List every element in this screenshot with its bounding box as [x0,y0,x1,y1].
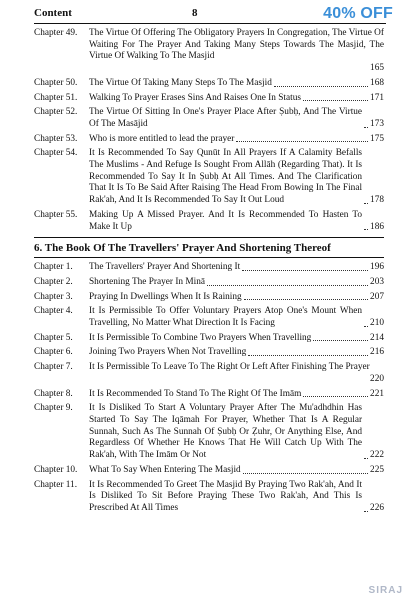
toc-list-travellers [34,262,384,514]
chapter-label: Chapter 50. [34,77,78,88]
toc-entry[interactable] [34,333,384,345]
page-ref: 168 [370,77,384,88]
chapter-title [89,465,384,477]
toc-entry[interactable] [34,28,384,75]
chapter-label: Chapter 51. [34,92,78,103]
chapter-title [89,389,384,401]
title-line [89,210,384,233]
toc-entry[interactable] [34,148,384,207]
chapter-title-text: The Virtue Of Taking Many Steps To The Masjid [89,77,272,88]
chapter-title-text: It Is Recommended To Greet The Masjid By Praying Two Rak'ah, And It Is Disliked To Sit Before Praying These Two Rak'ah, And This Is Prescribed At All Times [89,479,363,513]
header-rule [34,23,386,24]
chapter-label: Chapter 9. [34,403,73,414]
chapter-title [89,93,384,105]
chapter-label: Chapter 8. [34,388,73,399]
toc-content [34,28,384,518]
title-line [89,403,384,462]
section-divider [34,237,384,238]
page-ref: 226 [370,502,384,513]
dot-leader [364,229,368,230]
chapter-title [89,306,384,329]
publisher-logo: SIRAJ [368,585,403,596]
page-line [89,374,384,386]
dot-leader [248,355,368,356]
header-page-number: 8 [192,7,198,19]
chapter-title-text: The Travellers' Prayer And Shortening It [89,262,241,273]
chapter-title-text: It Is Permissible To Leave To The Right Or Left After Finishing The Prayer [89,362,370,373]
chapter-title-text: Walking To Prayer Erases Sins And Raises One In Status [89,92,301,103]
chapter-title [89,78,384,90]
dot-leader [313,340,368,341]
chapter-title [89,403,384,462]
chapter-label: Chapter 3. [34,291,73,302]
dot-leader [303,100,368,101]
dot-leader [364,458,368,459]
dot-leader [243,473,368,474]
toc-entry[interactable] [34,292,384,304]
page-line [89,63,384,75]
title-line [89,93,384,105]
chapter-label: Chapter 53. [34,133,78,144]
page-ref: 171 [370,92,384,103]
toc-entry[interactable] [34,347,384,359]
toc-entry[interactable] [34,465,384,477]
chapter-title-text: Who is more entitled to lead the prayer [89,133,235,144]
chapter-title-text: The Virtue Of Offering The Obligatory Prayers In Congregation, The Virtue Of Waiting For The Prayer And Taking Many Steps Towards The Masjid, The Virtue Of Walking To The Masjid [89,28,384,62]
discount-badge[interactable]: 40% OFF [323,5,393,22]
chapter-label: Chapter 49. [34,28,78,38]
title-line [89,262,384,274]
dot-leader [244,299,368,300]
chapter-title-text: Joining Two Prayers When Not Travelling [89,347,247,358]
dot-leader [236,141,368,142]
page-ref: 216 [370,347,384,358]
chapter-title [89,277,384,289]
title-line [89,347,384,359]
chapter-label: Chapter 1. [34,262,73,273]
toc-entry[interactable] [34,306,384,329]
chapter-title-text: Praying In Dwellings When It Is Raining [89,291,242,302]
chapter-label: Chapter 11. [34,479,78,490]
title-line [89,277,384,289]
chapter-title [89,134,384,146]
title-line [89,292,384,304]
page-ref: 178 [370,195,384,206]
chapter-label: Chapter 52. [34,107,78,118]
dot-leader [364,511,368,512]
page-ref: 220 [370,373,384,384]
chapter-title-text: It Is Permissible To Combine Two Prayers When Travelling [89,332,312,343]
toc-entry[interactable] [34,389,384,401]
chapter-label: Chapter 4. [34,306,73,317]
chapter-title [89,107,384,130]
page-ref: 186 [370,221,384,232]
chapter-title [89,362,384,385]
title-line [89,480,384,515]
chapter-title-text: It Is Permissible To Offer Voluntary Prayers Atop One's Mount When Travelling, No Matter What Direction It Is Facing [89,306,363,329]
dot-leader [207,285,368,286]
chapter-title [89,347,384,359]
title-line [89,148,384,207]
page-ref: 210 [370,318,384,329]
toc-entry[interactable] [34,78,384,90]
page-ref: 203 [370,276,384,287]
page-ref: 196 [370,262,384,273]
chapter-label: Chapter 54. [34,148,78,159]
page-ref: 222 [370,450,384,461]
page-ref: 225 [370,464,384,475]
page-ref: 173 [370,118,384,129]
section-title: 6. The Book Of The Travellers' Prayer And Shortening Thereof [34,241,384,258]
chapter-title [89,28,384,75]
toc-list-prayer [34,28,384,233]
page-ref: 214 [370,332,384,343]
chapter-title [89,262,384,274]
chapter-title [89,210,384,233]
chapter-label: Chapter 5. [34,332,73,343]
chapter-label: Chapter 7. [34,362,73,373]
chapter-title [89,480,384,515]
dot-leader [303,396,368,397]
chapter-title-text: It Is Recommended To Stand To The Right Of The Imām [89,388,302,399]
chapter-title-text: It Is Disliked To Start A Voluntary Prayer After The Mu'adhdhin Has Started To Say The Iqāmah For Prayer, Whether That Is A Regular Sunnah, Such As The Sunnah Of Ṣubḥ Or Ẓuhr, Or Anything Else, And Regardless Of Whether He Knows That He Will Catch Up With The Rak'ah, With The Imām Or Not [89,403,363,461]
toc-entry[interactable] [34,107,384,130]
chapter-label: Chapter 55. [34,209,78,220]
title-line [89,306,384,329]
page-ref: 175 [370,133,384,144]
chapter-title [89,148,384,207]
dot-leader [364,127,368,128]
toc-entry[interactable] [34,210,384,233]
chapter-title [89,292,384,304]
dot-leader [274,86,368,87]
chapter-title-text: Making Up A Missed Prayer. And It Is Recommended To Hasten To Make It Up [89,209,363,232]
toc-entry[interactable] [34,93,384,105]
page-ref: 207 [370,291,384,302]
title-line [89,333,384,345]
toc-entry[interactable] [34,403,384,462]
toc-entry[interactable] [34,480,384,515]
chapter-label: Chapter 6. [34,347,73,358]
chapter-label: Chapter 10. [34,464,78,475]
page-ref: 165 [370,63,384,74]
chapter-title-text: What To Say When Entering The Masjid [89,464,241,475]
page-ref: 221 [370,388,384,399]
chapter-label: Chapter 2. [34,276,73,287]
title-line [89,134,384,146]
toc-entry[interactable] [34,262,384,274]
dot-leader [242,270,368,271]
chapter-title-text: The Virtue Of Sitting In One's Prayer Place After Ṣubḥ, And The Virtue Of The Masājid [89,107,363,129]
toc-entry[interactable] [34,277,384,289]
title-line [89,465,384,477]
dot-leader [364,326,368,327]
title-line [89,389,384,401]
chapter-title-text: Shortening The Prayer In Minā [89,276,206,287]
toc-entry[interactable] [34,362,384,385]
title-line [89,78,384,90]
title-line [89,107,384,130]
toc-entry[interactable] [34,134,384,146]
chapter-title-text: It Is Recommended To Say Qunūt In All Prayers If A Calamity Befalls The Muslims - And Refuge Is Sought From Allāh (Regarding That). It Is Recommended To Say It In Ṣubḥ At All Times. And The Clarification That It Is To Be Said After Raising The Head From Bowing In The Final Rak'ah, And It Is Recommended To Say It Out Loud [89,148,363,206]
dot-leader [364,203,368,204]
header-title: Content [34,7,72,19]
chapter-title [89,333,384,345]
